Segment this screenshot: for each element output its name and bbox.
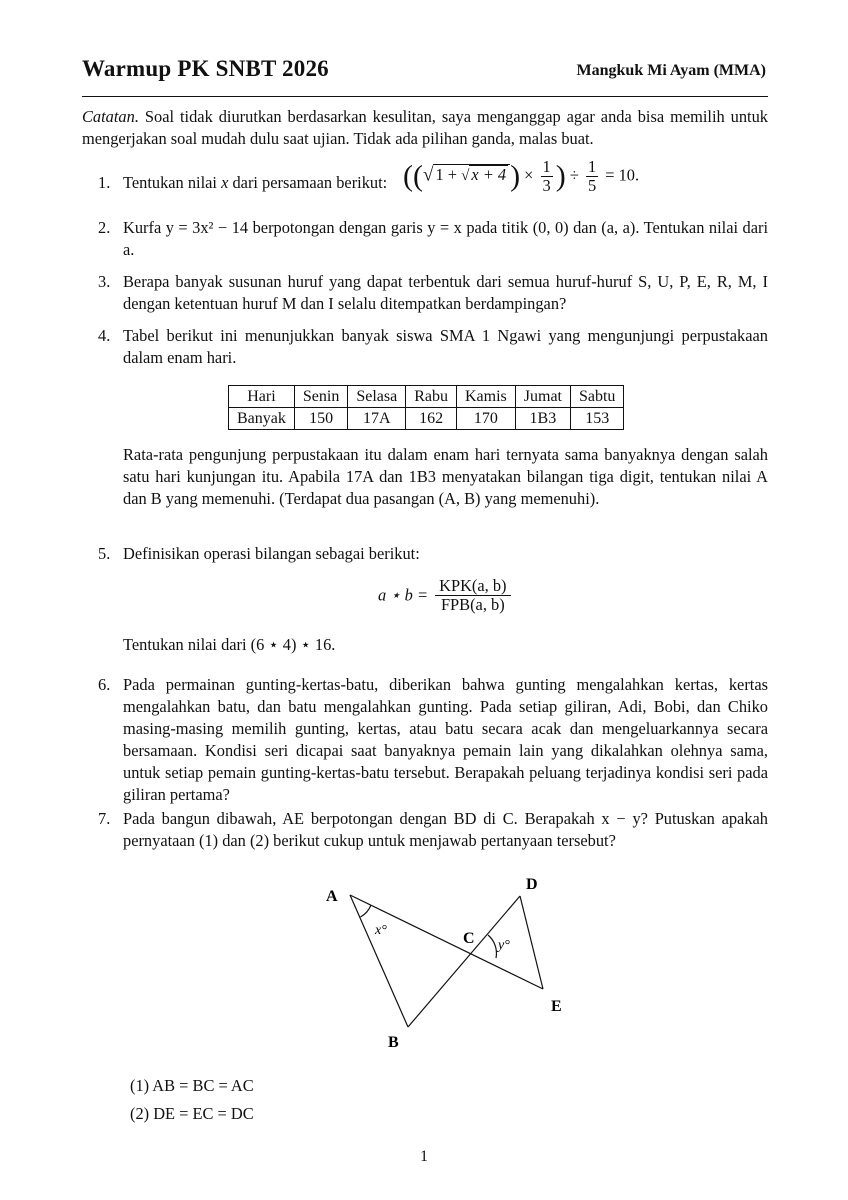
table-cell: Hari <box>229 386 295 408</box>
point-label-a: A <box>326 888 338 905</box>
point-label-c: C <box>463 930 475 947</box>
point-label-d: D <box>526 876 538 893</box>
definition-lhs: a ⋆ b = <box>378 585 429 605</box>
table-cell: Senin <box>294 386 347 408</box>
question-number: 5. <box>98 544 111 563</box>
document-author: Mangkuk Mi Ayam (MMA) <box>576 62 766 79</box>
question-text: Tabel berikut ini menunjukkan banyak siswa SMA 1 Ngawi yang mengunjungi perpustakaan dalam enam hari. <box>123 326 768 367</box>
definition-numerator: KPK(a, b) <box>435 577 510 596</box>
note-paragraph <box>82 106 768 150</box>
segment-de <box>520 896 543 989</box>
page-number: 1 <box>420 1148 428 1165</box>
point-label-e: E <box>551 998 562 1015</box>
question-text: Definisikan operasi bilangan sebagai berikut: <box>123 544 420 563</box>
table-header-row <box>229 386 624 408</box>
header-rule <box>82 96 768 97</box>
table-cell: Banyak <box>229 408 295 430</box>
q1-sqrt-a: 1 + <box>435 165 457 185</box>
q1-equation: ((√ 1 + √ x + 4 ) × $\frac{1}{3}$ ) ÷ $\frac{1}{5}$ = 10. <box>403 157 640 195</box>
question-text: Tentukan nilai dari (6 ⋆ 4) ⋆ 16. <box>123 635 336 654</box>
angle-arc-x <box>361 905 372 917</box>
table-cell: 150 <box>294 408 347 430</box>
table-cell: 17A <box>348 408 406 430</box>
question-text: Kurfa y = 3x² − 14 berpotongan dengan garis y = x pada titik (0, 0) dan (a, a). Tentukan nilai dari a. <box>123 218 768 259</box>
operation-definition <box>378 577 514 614</box>
angle-arc-y <box>488 935 496 958</box>
segment-ae <box>350 895 543 989</box>
note-lead: Catatan. <box>82 107 139 126</box>
q1-div: ÷ <box>569 165 579 185</box>
question-number: 2. <box>98 218 111 237</box>
table-cell: Sabtu <box>570 386 623 408</box>
table-cell: Selasa <box>348 386 406 408</box>
q1-frac2-num: 1 <box>587 157 597 176</box>
angle-label-x: x° <box>375 923 387 938</box>
table-cell: 170 <box>456 408 515 430</box>
question-text: Berapa banyak susunan huruf yang dapat terbentuk dari semua huruf-huruf S, U, P, E, R, M, I dengan ketentuan huruf M dan I selalu ditempatkan berdampingan? <box>123 272 768 313</box>
document-title: Warmup PK SNBT 2026 <box>82 56 329 81</box>
q1-frac2-den: 5 <box>587 176 597 195</box>
question-text: Pada permainan gunting-kertas-batu, diberikan bahwa gunting mengalahkan kertas, kertas mengalahkan batu, dan batu mengalahkan gunting. Pada setiap giliran, Adi, Bobi, dan Chiko masing-masing memilih gunting, kertas, atau batu secara acak dan mengeluarkannya secara bersamaan. Kondisi seri dicapai saat banyaknya pemain lain yang dikalahkan olehnya sama, untuk setiap pemain gunting-kertas-batu tersebut. Berapakah peluang terjadinya kondisi seri pada giliran pertama? <box>123 675 768 804</box>
note-text: Soal tidak diurutkan berdasarkan kesulitan, saya menganggap agar anda bisa memilih untuk mengerjakan soal mudah dulu saat ujian. Tidak ada pilihan ganda, malas buat. <box>82 107 768 148</box>
segment-ab <box>350 895 408 1027</box>
question-text: Pada bangun dibawah, AE berpotongan dengan BD di C. Berapakah x − y? Putuskan apakah pernyataan (1) dan (2) berikut cukup untuk menjawab pertanyaan tersebut? <box>123 809 768 850</box>
definition-denominator: FPB(a, b) <box>440 595 505 614</box>
q1-times: × <box>524 165 534 185</box>
q1-text-after: dari persamaan berikut: <box>228 173 388 192</box>
q1-rhs: = 10. <box>605 165 640 185</box>
table-row <box>229 408 624 430</box>
statement-2: (2) DE = EC = DC <box>130 1104 254 1123</box>
visitor-table <box>228 385 624 430</box>
q1-sqrt-b: x + 4 <box>471 165 507 185</box>
table-cell: Jumat <box>515 386 570 408</box>
q1-frac1-num: 1 <box>542 157 551 176</box>
table-cell: 153 <box>570 408 623 430</box>
q1-variable: x <box>221 173 229 192</box>
table-cell: Kamis <box>456 386 515 408</box>
table-cell: 1B3 <box>515 408 570 430</box>
question-number: 3. <box>98 272 111 291</box>
question-text: Rata-rata pengunjung perpustakaan itu dalam enam hari ternyata sama banyaknya dengan salah satu hari kunjungan itu. Apabila 17A dan 1B3 menyatakan bilangan tiga digit, tentukan nilai A dan B yang memenuhi. (Terdapat dua pasangan (A, B) yang memenuhi). <box>123 445 768 508</box>
question-number: 6. <box>98 675 111 694</box>
geometry-figure <box>300 865 600 1060</box>
statement-1: (1) AB = BC = AC <box>130 1076 254 1095</box>
table-cell: Rabu <box>406 386 457 408</box>
segment-bd <box>408 896 520 1027</box>
table-cell: 162 <box>406 408 457 430</box>
question-number: 1. <box>98 173 111 192</box>
point-label-b: B <box>388 1034 399 1051</box>
q1-text-before: Tentukan nilai <box>123 173 222 192</box>
q1-frac1-den: 3 <box>542 176 551 195</box>
question-number: 7. <box>98 809 111 828</box>
angle-label-y: y° <box>498 938 510 953</box>
question-number: 4. <box>98 326 111 345</box>
